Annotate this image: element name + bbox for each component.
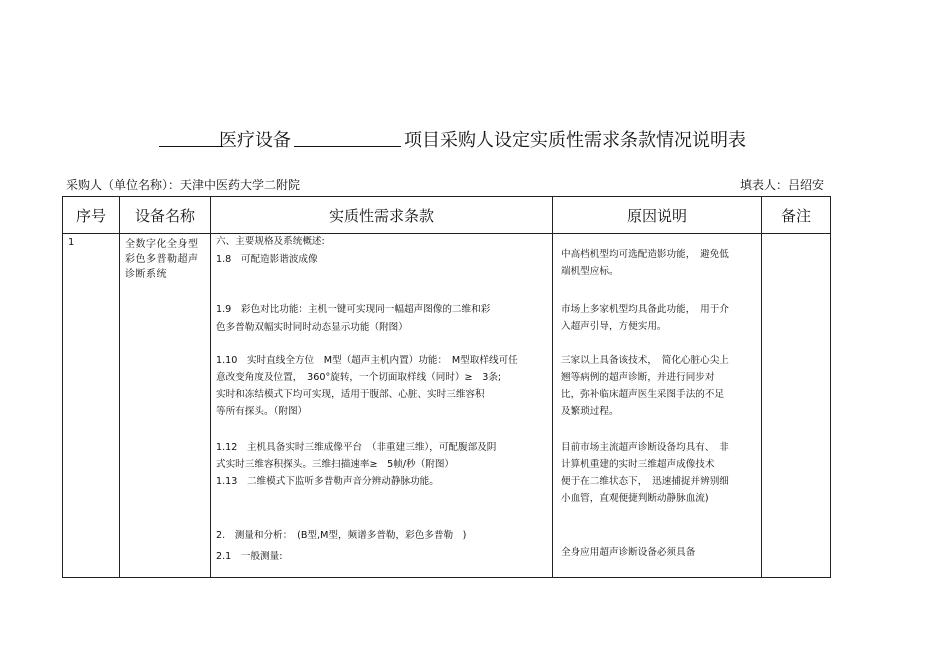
requirement-line: 1.12 主机具备实时三维成像平台 （非重建三维），可配腹部及阴 — [216, 442, 497, 453]
requirement-line: 2.1 一般测量: — [216, 551, 283, 562]
requirement-line: 1.8 可配造影谐波成像 — [216, 254, 318, 265]
requirement-line: 实时和冻结模式下均可实现，适用于腹部、心脏、实时三维容积 — [216, 389, 485, 400]
requirement-block — [216, 233, 325, 268]
row-reason-cell — [553, 234, 762, 578]
requirement-line: 2. 测量和分析： (B型,M型，频谱多普勒，彩色多普勒 ) — [216, 530, 467, 541]
reason-line: 翘等病例的超声诊断，并进行同步对 — [561, 372, 715, 383]
reason-block — [561, 301, 729, 335]
purchaser-line: 采购人（单位名称）：天津中医药大学二附院 — [66, 178, 301, 192]
reason-line: 计算机重建的实时三维超声成像技术 — [561, 459, 715, 470]
document-title — [0, 126, 950, 152]
reason-block — [561, 352, 729, 420]
header-device-name: 设备名称 — [120, 197, 211, 234]
reason-line: 比，弥补临床超声医生采图手法的不足 — [561, 389, 725, 400]
header-requirements: 实质性需求条款 — [211, 197, 553, 234]
reason-block — [561, 544, 695, 561]
title-rest-text: 项目采购人设定实质性需求条款情况说明表 — [404, 130, 746, 151]
reason-block — [561, 246, 729, 280]
reason-line: 中高档机型均可选配造影功能， 避免低 — [561, 249, 729, 260]
header-no: 序号 — [63, 197, 120, 234]
requirement-line: 1.13 二维模式下监听多普勒声音分辨动静脉功能。 — [216, 476, 439, 487]
reason-line: 全身应用超声诊断设备必须具备 — [561, 547, 696, 558]
reason-line: 便于在二维状态下， 迅速捕捉并辨别细 — [561, 476, 729, 487]
requirement-line: 色多普勒双幅实时同时动态显示功能（附图） — [216, 322, 408, 333]
reason-block — [561, 439, 729, 507]
table-row — [63, 234, 831, 578]
requirement-line: 1.10 实时直线全方位 M型（超声主机内置）功能： M型取样线可任 — [216, 355, 518, 366]
table-header-row — [63, 197, 831, 234]
requirement-block — [216, 352, 518, 420]
row-requirements-cell — [211, 234, 553, 578]
row-device-name: 全数字化全身型彩色多普勒超声诊断系统 — [125, 239, 199, 280]
reason-line: 三家以上具备该技术， 简化心脏心尖上 — [561, 355, 729, 366]
row-device-name-cell — [120, 234, 211, 578]
reason-line: 及繁琐过程。 — [561, 406, 619, 417]
requirement-line: 1.9 彩色对比功能：主机一键可实现同一幅超声图像的二维和彩 — [216, 304, 491, 315]
reason-line: 目前市场主流超声诊断设备均具有、 非 — [561, 442, 729, 453]
requirement-line: 等所有探头。（附图） — [216, 406, 308, 417]
reason-line: 市场上多家机型均具备此功能， 用于介 — [561, 304, 729, 315]
requirement-block — [216, 301, 490, 336]
title-blank-line-left — [159, 146, 223, 147]
requirement-block — [216, 527, 466, 565]
requirement-line: 意改变角度及位置， 360°旋转，一个切面取样线（同时）≥ 3条; — [216, 372, 502, 383]
requirement-block — [216, 439, 496, 490]
row-remark — [762, 234, 831, 578]
reason-line: 入超声引导，方便实用。 — [561, 321, 667, 332]
reason-line: 端机型应标。 — [561, 266, 619, 277]
header-remark: 备注 — [762, 197, 831, 234]
requirement-line: 式实时三维容积探头。三维扫描速率≥ 5帧/秒（附图） — [216, 459, 455, 470]
filler-line: 填表人：吕绍安 — [740, 178, 825, 192]
title-blank-line-right — [294, 146, 401, 147]
title-filled-text: 医疗设备 — [219, 130, 291, 151]
requirements-table — [62, 196, 831, 578]
header-reason: 原因说明 — [553, 197, 762, 234]
reason-line: 小血管，直观便捷判断动静脉血流) — [561, 493, 709, 504]
row-no: 1 — [63, 234, 120, 578]
requirement-line: 六、主要规格及系统概述: — [216, 236, 325, 247]
